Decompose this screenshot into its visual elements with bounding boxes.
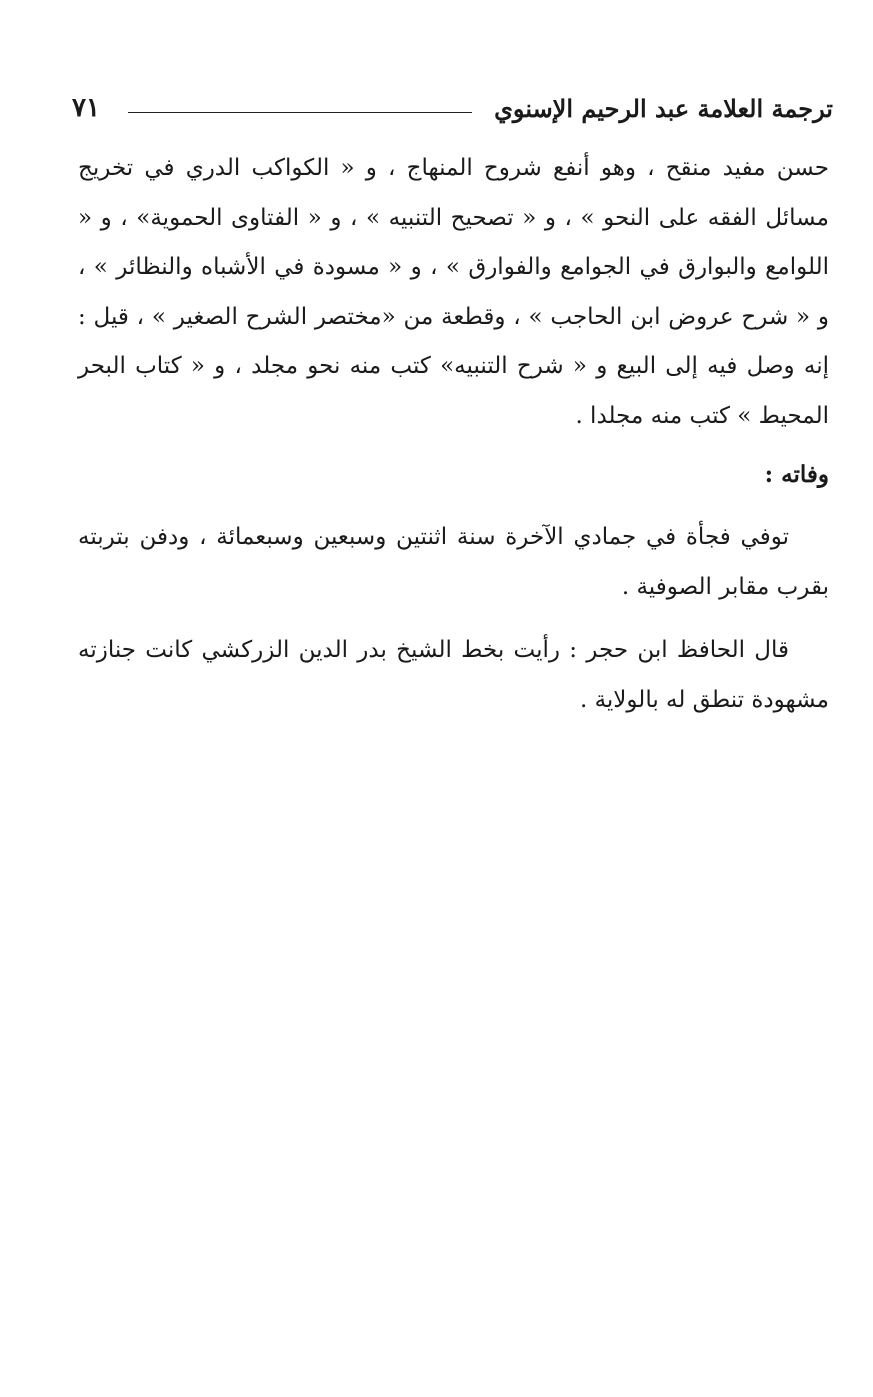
header-title: ترجمة العلامة عبد الرحيم الإسنوي bbox=[494, 93, 833, 123]
page-body bbox=[78, 144, 829, 725]
section-heading-death: وفاته : bbox=[764, 461, 829, 488]
paragraph-works: حسن مفيد منقح ، وهو أنفع شروح المنهاج ، و « الكواكب الدري في تخريج مسائل الفقه على النحو » ، و « تصحيح التنبيه » ، و « الفتاوى الحموية» ، و « اللوامع والبوارق في الجوامع والفوارق » ، و « مسودة في الأشباه والنظائر » ، و « شرح عروض ابن الحاجب » ، وقطعة من «مختصر الشرح الصغير » ، قيل : إنه وصل فيه إلى البيع و « شرح التنبيه» كتب منه نحو مجلد ، و « كتاب البحر المحيط » كتب منه مجلدا . bbox=[78, 155, 829, 429]
header-rule bbox=[128, 112, 472, 113]
paragraph-quote: قال الحافظ ابن حجر : رأيت بخط الشيخ بدر الدين الزركشي كانت جنازته مشهودة تنطق له بالولاية . bbox=[78, 637, 829, 713]
paragraph-death: توفي فجأة في جمادي الآخرة سنة اثنتين وسبعين وسبعمائة ، ودفن بتربته بقرب مقابر الصوفية . bbox=[78, 524, 829, 600]
running-header bbox=[72, 86, 833, 130]
page-number: ٧١ bbox=[72, 93, 100, 123]
